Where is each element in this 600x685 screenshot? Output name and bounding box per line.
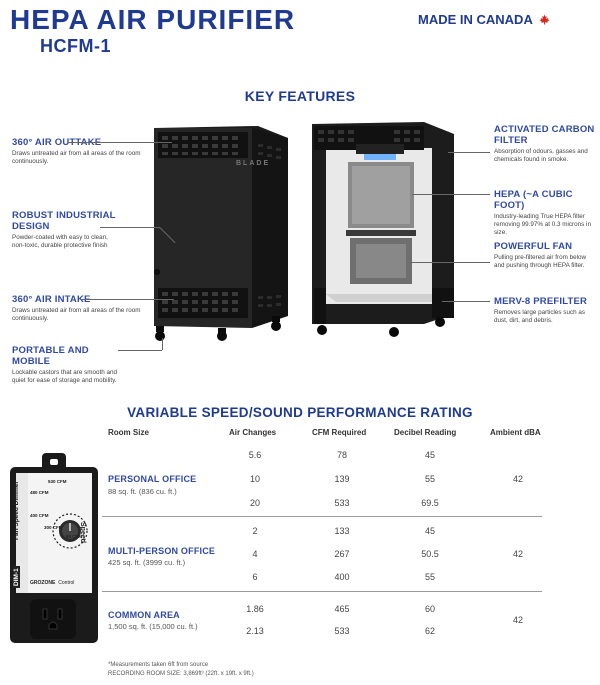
feature-title: MERV-8 PREFILTER [494,296,588,307]
feature-industrial-design [12,210,122,250]
purifier-exterior-image [148,120,296,342]
leader-line [412,194,490,195]
leader-line [162,338,163,350]
feature-portable [12,345,117,385]
feature-title: POWERFUL FAN [494,241,573,252]
feature-desc: Draws untreated air from all areas of the room continuously. [12,307,141,322]
dimmer-scale-label: 480 CFM [30,490,49,495]
leader-line [410,262,490,263]
table-cell: 55 [424,474,435,484]
room-name: COMMON AREA [108,610,180,620]
column-header-decibel: Decibel Reading [394,428,457,437]
dimmer-speed-label: Speed [79,522,86,544]
table-cell: 4 [252,549,258,559]
feature-title: 360° AIR OUTTAKE [12,137,102,148]
dimmer-brand [30,580,74,586]
performance-heading: VARIABLE SPEED/SOUND PERFORMANCE RATING [127,405,473,420]
table-cell: 50.5 [421,549,439,559]
page-title: HEPA AIR PURIFIER [10,4,296,35]
feature-desc: Lockable castors that are smooth and quiet for ease of storage and mobility. [12,369,118,384]
room-name: PERSONAL OFFICE [108,474,197,484]
unit-brand-logo: BLADE [236,160,271,167]
room-size: 1,500 sq. ft. (15,000 cu. ft.) [108,622,198,631]
footnote-room-size: RECORDING ROOM SIZE: 3,869ft³ (22ft. x 19ft. x 9ft.) [108,671,254,677]
leader-line [118,350,162,351]
table-cell: 45 [424,526,435,536]
dimmer-scale-label: 530 CFM [48,479,67,484]
table-cell: 133 [334,526,350,536]
table-cell: 267 [334,549,350,559]
feature-title: PORTABLE AND MOBILE [12,345,89,367]
row-divider [102,516,542,517]
table-cell: 62 [424,626,435,636]
dimmer-label: Fan Speed Dimmer [13,481,20,540]
made-in-label: MADE IN CANADA [418,12,533,27]
table-cell: 45 [424,450,435,460]
room-size: 425 sq. ft. (3999 cu. ft.) [108,558,186,567]
feature-desc: Absorption of odours, gasses and chemicals found in smoke. [494,148,588,163]
feature-hepa [494,189,596,236]
leader-line [448,152,490,153]
purifier-cutaway-image [308,118,458,340]
dimmer-scale-label: 60 CFM [66,534,83,539]
feature-fan [494,241,596,270]
table-cell: 533 [334,626,350,636]
feature-title: 360° AIR INTAKE [12,294,91,305]
model-number: HCFM-1 [40,36,111,56]
table-cell: 2 [252,526,258,536]
table-cell: 533 [334,498,350,508]
table-cell: 465 [334,604,350,614]
leader-line [82,299,174,300]
footnote-measurement: *Measurements taken 6ft from source [108,662,209,668]
table-cell: 1.86 [246,604,264,614]
feature-carbon-filter [494,124,596,164]
dimmer-brand-name: GROZONE [30,580,56,586]
feature-prefilter [494,296,596,325]
table-cell: 10 [249,474,260,484]
dimmer-scale-label: 300 CFM [44,525,63,530]
row-divider [102,591,542,592]
leader-line [442,301,490,302]
table-cell: 5.6 [248,450,262,460]
column-header-ambient: Ambient dBA [490,428,541,437]
feature-title: ACTIVATED CARBON FILTER [494,124,595,146]
feature-title: ROBUST INDUSTRIAL DESIGN [12,210,116,232]
table-cell: 42 [512,474,523,484]
room-name: MULTI-PERSON OFFICE [108,546,216,556]
made-in-badge [418,12,550,27]
feature-desc: Industry-leading True HEPA filter removing 99.97% at 0.3 microns in size. [494,213,591,236]
table-cell: 42 [512,615,523,625]
table-cell: 6 [252,572,258,582]
column-header-air-changes: Air Changes [229,428,277,437]
table-cell: 139 [334,474,350,484]
table-cell: 60 [424,604,435,614]
feature-desc: Removes large particles such as dust, dirt, and debris. [494,309,585,324]
room-size: 88 sq. ft. (836 cu. ft.) [108,487,177,496]
table-cell: 2.13 [246,626,264,636]
table-cell: 78 [336,450,347,460]
table-cell: 400 [334,572,350,582]
dimmer-model-tag: DIM-1 [13,568,20,586]
table-cell: 42 [512,549,523,559]
feature-title: HEPA (~A CUBIC FOOT) [494,189,573,211]
table-cell: 69.5 [421,498,439,508]
feature-desc: Pulling pre-filtered air from below and pushing through HEPA filter. [494,254,587,269]
column-header-cfm: CFM Required [312,428,367,437]
feature-desc: Draws untreated air from all areas of the room continuously. [12,150,141,165]
dimmer-scale-label: 400 CFM [30,513,49,518]
column-header-room-size: Room Size [108,428,149,437]
table-cell: 20 [249,498,260,508]
key-features-heading: KEY FEATURES [244,88,356,104]
leader-line [100,227,160,228]
dimmer-brand-sub: Control [58,580,75,586]
feature-desc: Powder-coated with easy to clean, non-toxic, durable protective finish [12,234,108,249]
leader-line [68,142,172,143]
table-cell: 55 [424,572,435,582]
maple-leaf-icon [539,14,550,25]
